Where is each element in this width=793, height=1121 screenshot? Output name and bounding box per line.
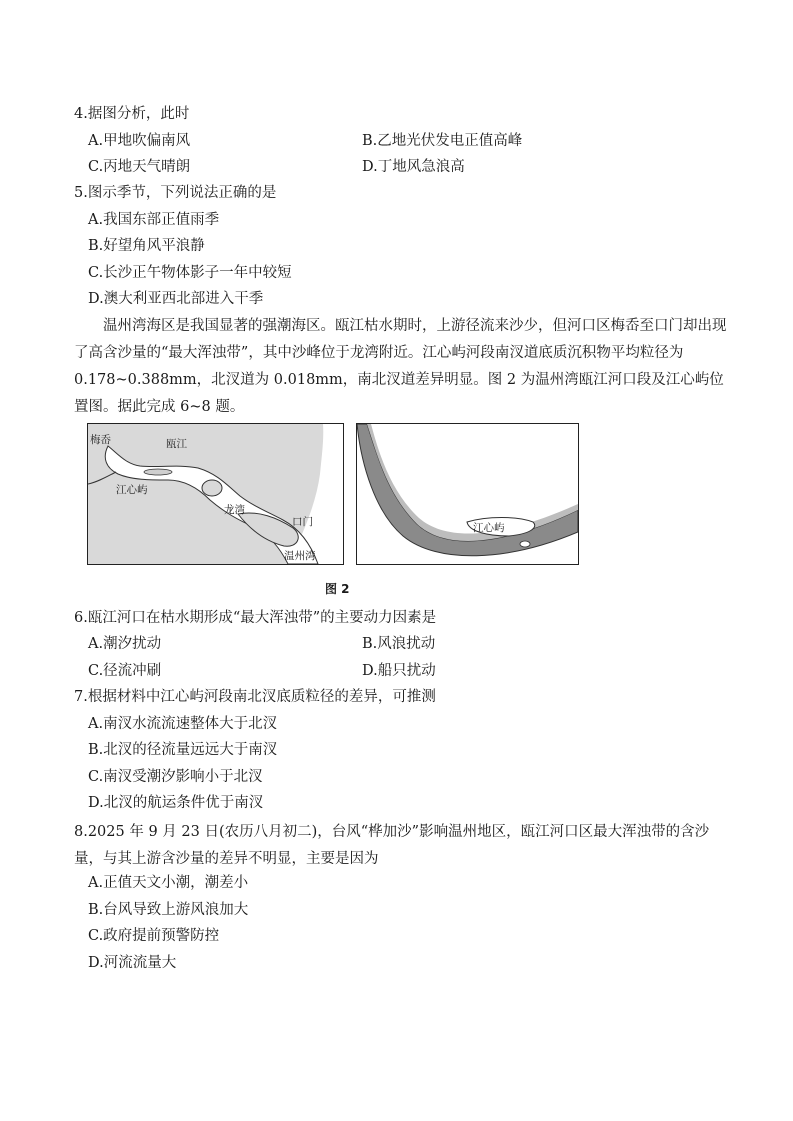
question-7-option-a: A.南汊水流流速整体大于北汊 [88,716,278,732]
label-wenzhouwan: 温州湾 [284,550,316,562]
question-5-option-d: D.澳大利亚西北部进入干季 [88,291,264,307]
question-5-stem: 5.图示季节，下列说法正确的是 [74,185,277,201]
question-4-option-c: C.丙地天气晴朗 [88,159,191,175]
reading-passage: 温州湾海区是我国显著的强潮海区。瓯江枯水期时，上游径流来沙少，但河口区梅岙至口门却出现了高含沙量的“最大浑浊带”，其中沙峰位于龙湾附近。江心屿河段南汊道底质沉积物平均粒径为 0.178~0.388mm，北汊道为 0.018mm，南北汊道差异明显。图 2 为温州湾瓯江河口段及江心屿位置图。据此完成 6~8 题。 [74,318,727,415]
question-7-stem: 7.根据材料中江心屿河段南北汊底质粒径的差异，可推测 [74,689,436,705]
label-jiangxinyu: 江心屿 [116,484,148,496]
question-8-option-c: C.政府提前预警防控 [88,928,220,944]
question-6-option-d: D.船只扰动 [362,663,436,679]
question-6-option-a: A.潮汐扰动 [88,636,162,652]
question-7-option-b: B.北汊的径流量远远大于南汊 [88,742,278,758]
question-7-option-c: C.南汊受潮汐影响小于北汊 [88,769,263,785]
question-6-option-c: C.径流冲刷 [88,663,162,679]
question-6-option-b: B.风浪扰动 [362,636,436,652]
question-6-stem: 6.瓯江河口在枯水期形成“最大浑浊带”的主要动力因素是 [74,610,437,626]
question-7-option-d: D.北汊的航运条件优于南汊 [88,795,264,811]
question-4-option-b: B.乙地光伏发电正值高峰 [362,133,523,149]
question-5-option-b: B.好望角风平浪静 [88,238,205,254]
label-oujiang: 瓯江 [166,438,187,450]
label-koumen: 口门 [292,516,313,528]
question-5-option-c: C.长沙正午物体影子一年中较短 [88,265,292,281]
question-8-stem: 8.2025 年 9 月 23 日(农历八月初二)，台风“桦加沙”影响温州地区，瓯江河口区最大浑浊带的含沙量，与其上游含沙量的差异不明显，主要是因为 [74,824,710,867]
label-longwan: 龙湾 [224,504,245,516]
label-meiao: 梅岙 [90,434,111,446]
question-5-option-a: A.我国东部正值雨季 [88,212,220,228]
question-8-option-b: B.台风导致上游风浪加大 [88,902,249,918]
question-4-option-a: A.甲地吹偏南风 [88,133,191,149]
label-jiangxinyu-detail: 江心屿 [473,522,505,534]
question-4-stem: 4.据图分析，此时 [74,106,190,122]
figure-caption: 图 2 [325,582,350,596]
question-8-option-d: D.河流流量大 [88,955,177,971]
jiangxinyu-detail-map [356,423,579,565]
estuary-map [87,423,344,565]
jiangxinyu-detail-drawing [357,424,578,564]
question-4-option-d: D.丁地风急浪高 [362,159,465,175]
question-8-option-a: A.正值天文小潮，潮差小 [88,875,249,891]
